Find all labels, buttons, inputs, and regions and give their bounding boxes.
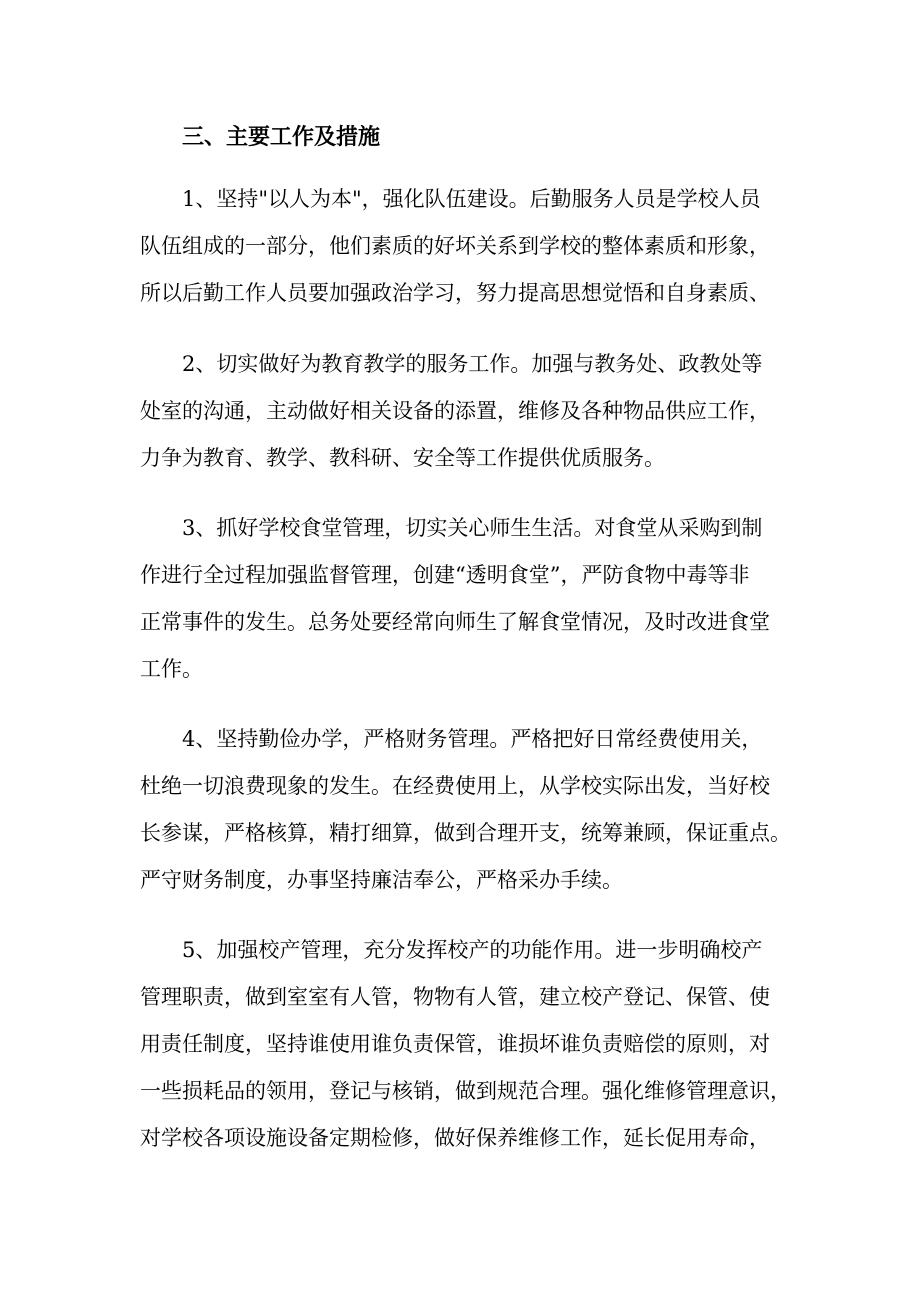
paragraph-2-line-2: 处室的沟通，主动做好相关设备的添置，维修及各种物品供应工作， [140, 399, 770, 423]
paragraph-5-line-3: 用责任制度，坚持谁使用谁负责保管，谁损坏谁负责赔偿的原则，对 [140, 1032, 770, 1056]
paragraph-2-line-1: 2、切实做好为教育教学的服务工作。加强与教务处、政教处等 [182, 352, 763, 376]
paragraph-3-line-4: 工作。 [140, 657, 203, 681]
paragraph-4-line-4: 严守财务制度，办事坚持廉洁奉公，严格采办手续。 [140, 868, 623, 892]
paragraph-5-line-1: 5、加强校产管理，充分发挥校产的功能作用。进一步明确校产 [182, 938, 763, 962]
paragraph-5-line-5: 对学校各项设施设备定期检修，做好保养维修工作，延长促用寿命， [140, 1126, 770, 1150]
paragraph-1-line-3: 所以后勤工作人员要加强政治学习，努力提高思想觉悟和自身素质、 [140, 281, 770, 305]
paragraph-5-line-4: 一些损耗品的领用，登记与核销，做到规范合理。强化维修管理意识， [140, 1079, 791, 1103]
paragraph-5-line-2: 管理职责，做到室室有人管，物物有人管，建立校产登记、保管、使 [140, 985, 770, 1009]
paragraph-3-line-1: 3、抓好学校食堂管理，切实关心师生生活。对食堂从采购到制 [182, 516, 763, 540]
paragraph-3-line-2: 作进行全过程加强监督管理，创建“透明食堂”，严防食物中毒等非 [140, 563, 750, 587]
paragraph-1-line-2: 队伍组成的一部分，他们素质的好坏关系到学校的整体素质和形象， [140, 234, 770, 258]
paragraph-4-line-2: 杜绝一切浪费现象的发生。在经费使用上，从学校实际出发，当好校 [140, 774, 770, 798]
paragraph-2-line-3: 力争为教育、教学、教科研、安全等工作提供优质服务。 [140, 446, 665, 470]
section-heading: 三、主要工作及措施 [182, 124, 381, 150]
paragraph-4-line-1: 4、坚持勤俭办学，严格财务管理。严格把好日常经费使用关， [182, 727, 763, 751]
paragraph-4-line-3: 长参谋，严格核算，精打细算，做到合理开支，统筹兼顾，保证重点。 [140, 821, 791, 845]
paragraph-3-line-3: 正常事件的发生。总务处要经常向师生了解食堂情况，及时改进食堂 [140, 610, 770, 634]
paragraph-1-line-1: 1、坚持"以人为本"，强化队伍建设。后勤服务人员是学校人员 [182, 187, 761, 211]
